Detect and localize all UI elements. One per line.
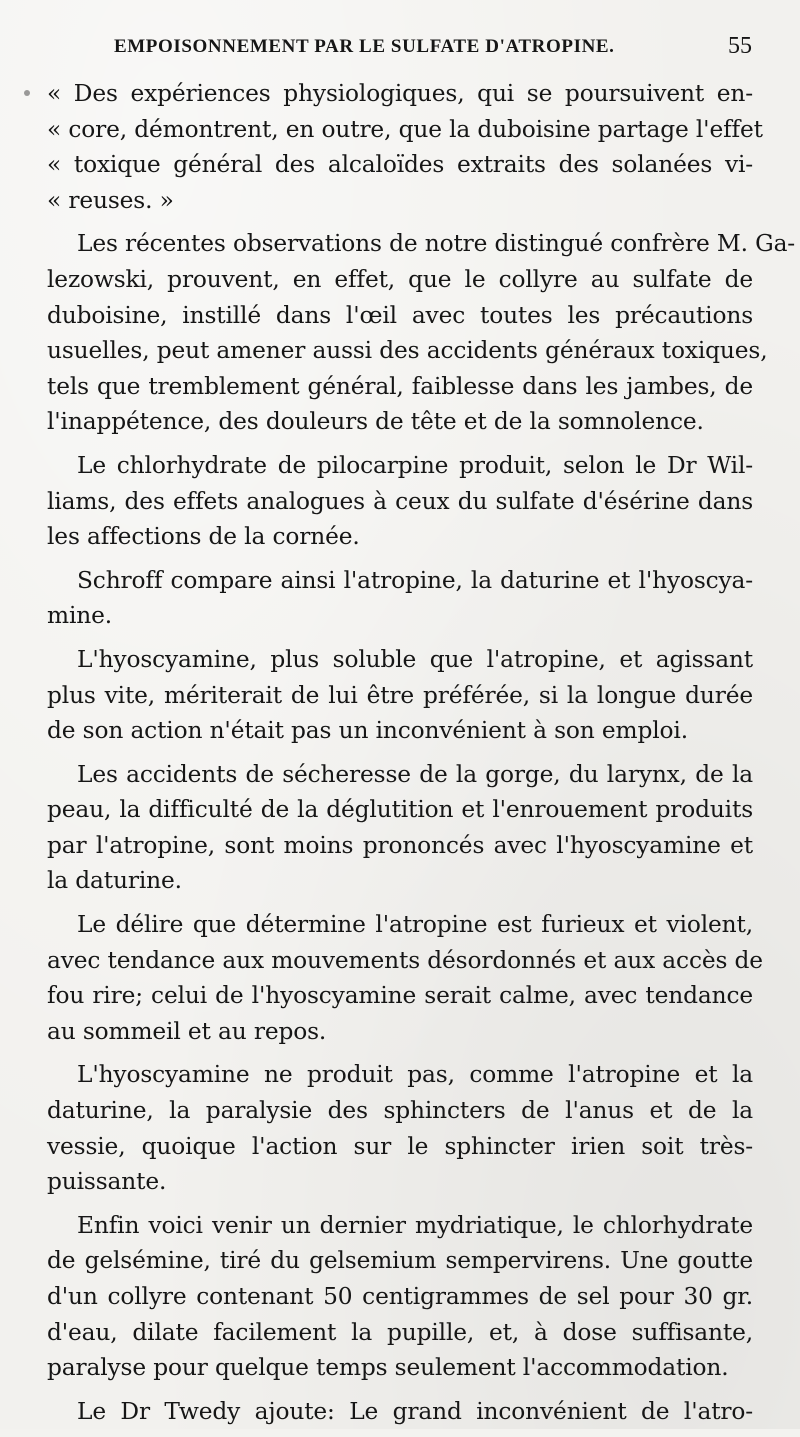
paragraph — [47, 76, 763, 218]
text-line: Le délire que détermine l'atropine est furieux et violent, — [77, 911, 753, 939]
running-title: EMPOISONNEMENT PAR LE SULFATE D'ATROPINE. — [114, 36, 615, 57]
text-line: vessie, quoique l'action sur le sphincter irien soit très- — [47, 1132, 753, 1160]
body-text — [47, 76, 796, 1437]
paragraph — [47, 563, 753, 634]
text-line: peau, la difficulté de la déglutition et l'enrouement produits — [47, 796, 753, 824]
text-line: Le chlorhydrate de pilocarpine produit, selon le Dr Wil- — [77, 451, 753, 479]
paragraph — [47, 1394, 753, 1430]
text-line: liams, des effets analogues à ceux du sulfate d'ésérine dans — [47, 487, 753, 515]
text-line: au sommeil et au repos. — [47, 1017, 327, 1045]
running-head — [88, 30, 760, 64]
page-number: 55 — [728, 33, 752, 59]
text-line: de son action n'était pas un inconvénient à son emploi. — [47, 717, 688, 745]
text-line: « Des expériences physiologiques, qui se poursuivent en- — [47, 80, 753, 107]
text-line: avec tendance aux mouvements désordonnés et aux accès de — [47, 946, 763, 974]
paragraph — [47, 226, 796, 440]
text-line: fou rire; celui de l'hyoscyamine serait calme, avec tendance — [47, 982, 753, 1010]
text-line: l'inappétence, des douleurs de tête et de la somnolence. — [47, 408, 704, 436]
text-line: puissante. — [47, 1168, 167, 1196]
text-line: plus vite, mériterait de lui être préférée, si la longue durée — [47, 681, 753, 709]
text-line: lezowski, prouvent, en effet, que le collyre au sulfate de — [47, 265, 753, 293]
text-line: Les récentes observations de notre distingué confrère M. Ga- — [77, 230, 796, 258]
text-line: Les accidents de sécheresse de la gorge, du larynx, de la — [77, 760, 753, 788]
text-line: L'hyoscyamine ne produit pas, comme l'atropine et la — [77, 1061, 753, 1089]
text-line: « core, démontrent, en outre, que la duboisine partage l'effet — [47, 115, 763, 143]
paragraph — [47, 757, 753, 899]
text-line: mine. — [47, 602, 112, 630]
paragraph — [47, 642, 753, 749]
text-line: la daturine. — [47, 867, 182, 895]
paragraph — [47, 448, 753, 555]
text-line: duboisine, instillé dans l'œil avec toutes les précautions — [47, 301, 753, 329]
text-line: Le Dr Twedy ajoute: Le grand inconvénient de l'atro- — [77, 1397, 753, 1425]
text-line: L'hyoscyamine, plus soluble que l'atropine, et agissant — [77, 645, 753, 673]
paragraph — [47, 907, 763, 1049]
text-line: « reuses. » — [47, 186, 174, 214]
text-line: « toxique général des alcaloïdes extraits des solanées vi- — [47, 151, 753, 179]
paragraph — [47, 1057, 753, 1199]
text-line: usuelles, peut amener aussi des accidents généraux toxiques, — [47, 337, 768, 365]
text-line: les affections de la cornée. — [47, 523, 360, 551]
text-line: d'un collyre contenant 50 centigrammes de sel pour 30 gr. — [47, 1283, 753, 1310]
text-line: Schroff compare ainsi l'atropine, la daturine et l'hyoscya- — [77, 566, 753, 594]
paragraph — [47, 1208, 753, 1386]
text-line: de gelsémine, tiré du gelsemium sempervirens. Une goutte — [47, 1247, 753, 1275]
text-line: Enfin voici venir un dernier mydriatique, le chlorhydrate — [77, 1211, 753, 1239]
ink-speck-decoration — [24, 90, 30, 96]
text-line: d'eau, dilate facilement la pupille, et, à dose suffisante, — [47, 1318, 753, 1346]
text-line: tels que tremblement général, faiblesse dans les jambes, de — [47, 372, 753, 400]
text-line: par l'atropine, sont moins prononcés avec l'hyoscyamine et — [47, 831, 753, 859]
text-line: daturine, la paralysie des sphincters de l'anus et de la — [47, 1097, 753, 1125]
text-line: paralyse pour quelque temps seulement l'accommodation. — [47, 1354, 729, 1382]
